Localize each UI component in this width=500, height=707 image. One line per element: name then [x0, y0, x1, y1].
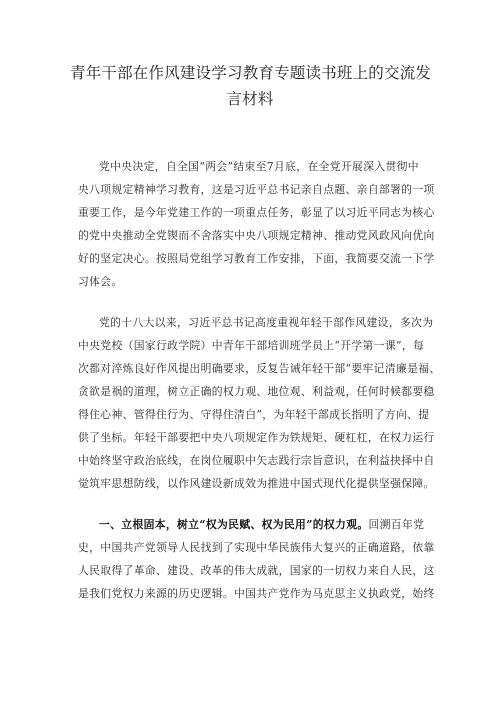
paragraph-line: 得住心神、管得住行为、守得住清白”，为年轻干部成长指明了方向、提 [78, 408, 430, 421]
paragraph-line: 贪欲是祸的道理，树立正确的权力观、地位观、利益观，任何时候都要稳 [78, 385, 435, 398]
document-title [70, 60, 430, 112]
paragraph-lead-line [78, 513, 433, 536]
paragraph-line: 党中央决定，自全国“两会”结束至7月底，在全党开展深入贯彻中 [99, 160, 419, 173]
lead-line-rest: 回溯百年党 [368, 518, 425, 531]
paragraph-line: 史，中国共产党领导人民找到了实现中华民族伟大复兴的正确道路，依靠 [78, 541, 435, 554]
paragraph-line: 供了坐标。年轻干部要把中央八项规定作为铁规矩、硬杠杠，在权力运行 [78, 431, 435, 444]
document-body [78, 155, 441, 623]
paragraph-line: 次都对淬炼良好作风提出明确要求，反复告诫年轻干部“要牢记清廉是福、 [78, 362, 441, 375]
paragraph-line: 中央党校（国家行政学院）中青年干部培训班学员上“开学第一课”，每 [78, 339, 425, 352]
paragraph-line: 好的坚定决心。按照局党组学习教育工作安排，下面，我简要交流一下学 [78, 252, 435, 265]
paragraph-line: 是我们党权力来源的历史逻辑。中国共产党作为马克思主义执政党，始终 [78, 587, 435, 600]
paragraph-line: 觉筑牢思想防线，以作风建设新成效为推进中国式现代化提供坚强保障。 [78, 477, 435, 490]
title-line-1: 青年干部在作风建设学习教育专题读书班上的交流发 [70, 64, 432, 82]
paragraph-line: 央八项规定精神学习教育，这是习近平总书记亲自点题、亲自部署的一项 [78, 183, 435, 196]
section-heading: 一、立根固本，树立“权为民赋、权为民用”的权力观。 [99, 518, 369, 531]
paragraph-line: 人民取得了革命、建设、改革的伟大成就，国家的一切权力来自人民，这 [78, 564, 435, 577]
paragraph-line: 党的十八大以来，习近平总书记高度重视年轻干部作风建设，多次为 [99, 316, 434, 329]
paragraph-1 [78, 155, 433, 293]
paragraph-line: 重要工作，是今年党建工作的一项重点任务，彰显了以习近平同志为核心 [78, 206, 435, 219]
paragraph-line: 习体会。 [78, 275, 123, 288]
title-line-2: 言材料 [226, 90, 274, 108]
paragraph-line: 的党中央推动全党锲而不舍落实中央八项规定精神、推动党风政风向优向 [78, 229, 435, 242]
paragraph-2 [78, 311, 441, 495]
paragraph-line: 中始终坚守政治底线，在岗位履职中矢志践行宗旨意识，在利益抉择中自 [78, 454, 435, 467]
paragraph-3 [78, 513, 433, 605]
